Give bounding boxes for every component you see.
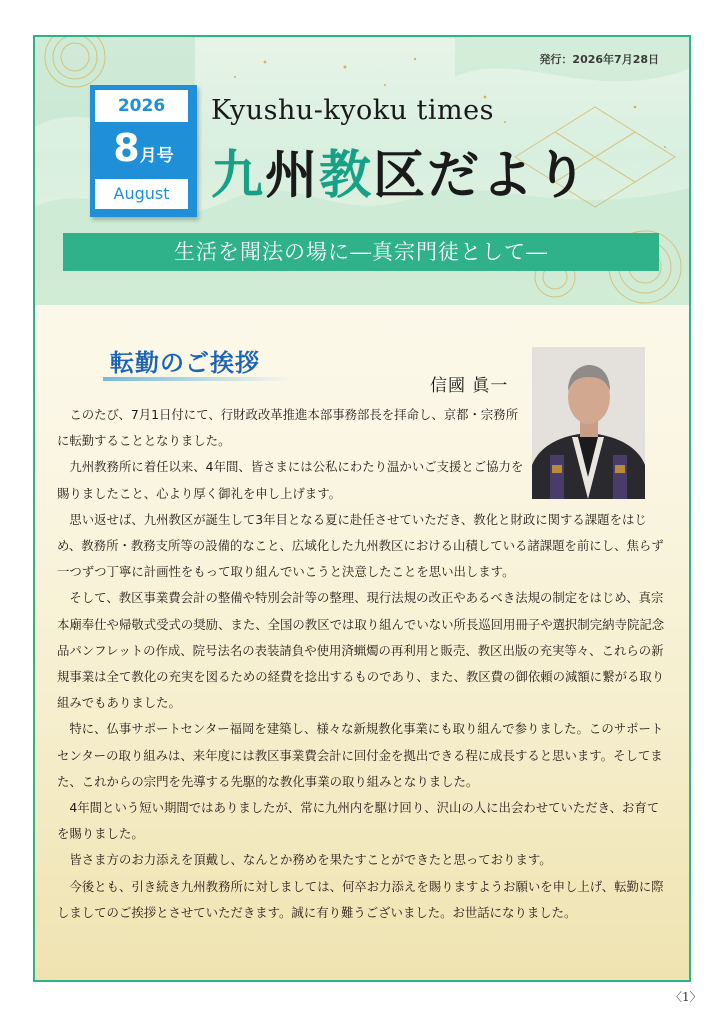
article-paragraph: このたび、7月1日付にて、行財政改革推進本部事務部長を拝命し、京都・宗務所に転勤することとなりました。 (57, 407, 519, 449)
article-paragraph: 九州教務所に着任以来、4年間、皆さまには公私にわたり温かいご支援とご協力を賜りましたこと、心より厚く御礼を申し上げます。 (57, 459, 524, 501)
issue-month-number: 8 (113, 126, 140, 170)
article-paragraph: 4年間という短い期間ではありましたが、常に九州内を駆け回り、沢山の人に出会わせていただき、お育てを賜りました。 (57, 800, 660, 842)
article-title: 転勤のご挨拶 (110, 348, 260, 377)
article-paragraph: 思い返せば、九州教区が誕生して3年目となる夏に赴任させていただき、教化と財政に関する課題をはじめ、教務所・教務支所等の設備的なこと、広域化した九州教区における山積している諸課題を前にし、焦らず一つずつ丁寧に計画性をもって取り組んでいこうと決意したことを思い出します。 (57, 511, 664, 580)
masthead-char: 九 (211, 145, 266, 206)
masthead-char: だより (427, 145, 590, 206)
masthead-japanese (211, 133, 589, 208)
issue-month-suffix: 月号 (139, 146, 174, 166)
article-paragraph: 皆さま方のお力添えを頂戴し、なんとか務めを果たすことができたと思っております。 (69, 852, 552, 868)
article-paragraph: 今後とも、引き続き九州教務所に対しましては、何卒お力添えを賜りますようお願いを申し上げ、転勤に際しましてのご挨拶とさせていただきます。誠に有り難うございました。お世話になりました。 (57, 878, 664, 920)
article-author: 信國 眞一 (430, 376, 509, 396)
issue-calendar-badge (90, 85, 197, 217)
masthead-char: 教 (319, 145, 374, 206)
issue-month-english: August (95, 179, 188, 209)
issue-date: 発行：2026年7月28日 (539, 53, 659, 66)
masthead-english: Kyushu-kyoku times (211, 95, 494, 126)
masthead-char: 州 (265, 145, 320, 206)
article-body (57, 402, 667, 926)
issue-month (92, 125, 195, 171)
masthead-char: 区 (373, 145, 428, 206)
title-underline (103, 377, 293, 381)
page-number: 〈1〉 (670, 990, 702, 1004)
article-paragraph: そして、教区事業費会計の整備や特別会計等の整理、現行法規の改正やあるべき法規の制定をはじめ、真宗本廟奉仕や帰敬式受式の奨励、また、全国の教区では取り組んでいない所長巡回用冊子や選択制完納寺院記念品パンフレットの作成、院号法名の表装請負や使用済蝋燭の再利用と販売、教区出版の充実等々、これらの新規事業は全て教化の充実を図るための経費を捻出するものであり、また、教区費の御依頼の減額に繋がる取り組みでもありました。 (57, 590, 665, 711)
header-banner (35, 37, 689, 305)
issue-year: 2026 (95, 90, 188, 122)
newsletter-frame (33, 35, 691, 982)
tagline-banner: 生活を聞法の場に―真宗門徒として― (63, 233, 659, 271)
article-paragraph: 特に、仏事サポートセンター福岡を建築し、様々な新規教化事業にも取り組んで参りました。このサポートセンターの取り組みは、来年度には教区事業費会計に回付金を拠出できる程に成長すると思います。そしてまた、これからの宗門を先導する先駆的な教化事業の取り組みとなりました。 (57, 721, 664, 789)
